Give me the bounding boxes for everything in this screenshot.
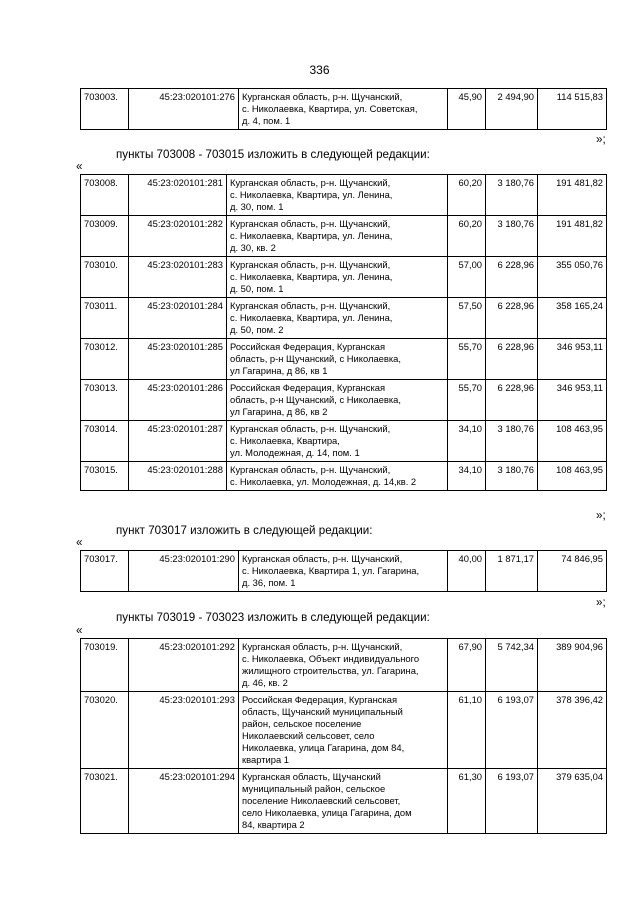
address-line: с. Николаевка, Квартира, ул. Ленина, bbox=[230, 230, 393, 241]
table-row bbox=[81, 462, 607, 491]
area-cell: 55,70 bbox=[448, 380, 486, 421]
cadastral-price-cell: 6 228,96 bbox=[486, 380, 538, 421]
address-line: село Николаевка, улица Гагарина, дом bbox=[242, 807, 412, 818]
row-number-cell: 703003. bbox=[81, 89, 129, 130]
row-number-cell: 703021. bbox=[81, 769, 129, 834]
address-line: Курганская область, р-н. Щучанский, bbox=[242, 91, 403, 102]
address-line: поселение Николаевский сельсовет, bbox=[242, 795, 401, 806]
address-cell bbox=[227, 216, 448, 257]
cadastral-price-cell: 6 193,07 bbox=[486, 692, 538, 769]
area-cell: 45,90 bbox=[448, 89, 486, 130]
address-line: с. Николаевка, Квартира, ул. Советская, bbox=[242, 103, 418, 114]
row-number-cell: 703017. bbox=[81, 551, 129, 592]
cadastral-cost-cell: 379 635,04 bbox=[538, 769, 607, 834]
top-table bbox=[80, 88, 607, 130]
area-cell: 40,00 bbox=[448, 551, 486, 592]
cadastral-cost-cell: 355 050,76 bbox=[538, 257, 607, 298]
address-line: жилищного строительства, ул. Гагарина, bbox=[242, 665, 419, 676]
address-cell bbox=[227, 462, 448, 491]
cadastral-cost-cell: 358 165,24 bbox=[538, 298, 607, 339]
row-number-cell: 703012. bbox=[81, 339, 129, 380]
address-line: квартира 1 bbox=[242, 754, 289, 765]
cadastral-number-cell: 45:23:020101:288 bbox=[129, 462, 227, 491]
address-line: Курганская область, р-н. Щучанский, bbox=[242, 553, 403, 564]
cadastral-price-cell: 2 494,90 bbox=[486, 89, 538, 130]
cadastral-cost-cell: 389 904,96 bbox=[538, 639, 607, 692]
close-quote-1: »; bbox=[596, 133, 606, 146]
table-row bbox=[81, 692, 607, 769]
area-cell: 61,30 bbox=[448, 769, 486, 834]
cadastral-price-cell: 6 228,96 bbox=[486, 257, 538, 298]
area-cell: 57,00 bbox=[448, 257, 486, 298]
cadastral-cost-cell: 346 953,11 bbox=[538, 339, 607, 380]
table-row bbox=[81, 216, 607, 257]
table-section-3 bbox=[80, 638, 607, 834]
cadastral-cost-cell: 346 953,11 bbox=[538, 380, 607, 421]
address-line: Курганская область, р-н. Щучанский, bbox=[230, 423, 391, 434]
area-cell: 61,10 bbox=[448, 692, 486, 769]
address-line: Курганская область, р-н. Щучанский, bbox=[242, 641, 403, 652]
address-line: с. Николаевка, Квартира, bbox=[230, 435, 340, 446]
cadastral-cost-cell: 378 396,42 bbox=[538, 692, 607, 769]
table-row bbox=[81, 257, 607, 298]
address-line: с. Николаевка, Квартира, ул. Ленина, bbox=[230, 312, 393, 323]
cadastral-price-cell: 3 180,76 bbox=[486, 216, 538, 257]
cadastral-number-cell: 45:23:020101:294 bbox=[129, 769, 239, 834]
address-line: ул. Молодежная, д. 14, пом. 1 bbox=[230, 447, 360, 458]
cadastral-number-cell: 45:23:020101:292 bbox=[129, 639, 239, 692]
address-line: Курганская область, р-н. Щучанский, bbox=[230, 218, 391, 229]
address-line: ул Гагарина, д 86, кв 2 bbox=[230, 406, 328, 417]
address-line: д. 50, пом. 2 bbox=[230, 324, 284, 335]
page-number: 336 bbox=[309, 63, 330, 77]
cadastral-price-cell: 6 228,96 bbox=[486, 339, 538, 380]
cadastral-price-cell: 3 180,76 bbox=[486, 421, 538, 462]
table-row bbox=[81, 769, 607, 834]
address-cell bbox=[227, 339, 448, 380]
address-cell bbox=[239, 769, 448, 834]
address-line: Николаевский сельсовет, село bbox=[242, 730, 375, 741]
address-line: Курганская область, р-н. Щучанский, bbox=[230, 300, 391, 311]
row-number-cell: 703015. bbox=[81, 462, 129, 491]
cadastral-number-cell: 45:23:020101:276 bbox=[129, 89, 239, 130]
cadastral-number-cell: 45:23:020101:284 bbox=[129, 298, 227, 339]
instruction-paragraph-1: пункты 703008 - 703015 изложить в следующей редакции: bbox=[116, 148, 430, 161]
cadastral-price-cell: 3 180,76 bbox=[486, 175, 538, 216]
cadastral-price-cell: 6 193,07 bbox=[486, 769, 538, 834]
cadastral-number-cell: 45:23:020101:283 bbox=[129, 257, 227, 298]
table-body bbox=[81, 639, 607, 834]
row-number-cell: 703013. bbox=[81, 380, 129, 421]
address-line: д. 50, пом. 1 bbox=[230, 283, 284, 294]
table-section-2 bbox=[80, 550, 607, 592]
table-row bbox=[81, 551, 607, 592]
cadastral-price-cell: 1 871,17 bbox=[486, 551, 538, 592]
cadastral-price-cell: 6 228,96 bbox=[486, 298, 538, 339]
table-row bbox=[81, 339, 607, 380]
instruction-paragraph-3: пункты 703019 - 703023 изложить в следующей редакции: bbox=[116, 611, 430, 624]
area-cell: 67,90 bbox=[448, 639, 486, 692]
address-cell bbox=[227, 257, 448, 298]
table-row bbox=[81, 298, 607, 339]
address-line: с. Николаевка, Квартира, ул. Ленина, bbox=[230, 271, 393, 282]
close-quote-2: »; bbox=[596, 509, 606, 522]
row-number-cell: 703008. bbox=[81, 175, 129, 216]
address-line: Курганская область, р-н. Щучанский, bbox=[230, 259, 391, 270]
area-cell: 34,10 bbox=[448, 462, 486, 491]
address-line: д. 30, кв. 2 bbox=[230, 242, 276, 253]
address-line: область, р-н Щучанский, с Николаевка, bbox=[230, 394, 401, 405]
area-cell: 57,50 bbox=[448, 298, 486, 339]
address-line: Российская Федерация, Курганская bbox=[242, 694, 398, 705]
address-line: область, Щучанский муниципальный bbox=[242, 706, 403, 717]
row-number-cell: 703011. bbox=[81, 298, 129, 339]
address-cell bbox=[239, 692, 448, 769]
address-line: д. 4, пом. 1 bbox=[242, 115, 291, 126]
address-cell bbox=[227, 298, 448, 339]
address-line: ул Гагарина, д 86, кв 1 bbox=[230, 365, 328, 376]
cadastral-number-cell: 45:23:020101:285 bbox=[129, 339, 227, 380]
table-section-1 bbox=[80, 174, 607, 491]
address-cell bbox=[227, 421, 448, 462]
table-row bbox=[81, 421, 607, 462]
address-line: Николаевка, улица Гагарина, дом 84, bbox=[242, 742, 405, 753]
cadastral-cost-cell: 114 515,83 bbox=[538, 89, 607, 130]
address-line: муниципальный район, сельское bbox=[242, 783, 386, 794]
address-line: д. 36, пом. 1 bbox=[242, 577, 296, 588]
address-line: д. 46, кв. 2 bbox=[242, 677, 288, 688]
area-cell: 55,70 bbox=[448, 339, 486, 380]
row-number-cell: 703009. bbox=[81, 216, 129, 257]
area-cell: 60,20 bbox=[448, 175, 486, 216]
cadastral-number-cell: 45:23:020101:290 bbox=[129, 551, 239, 592]
row-number-cell: 703010. bbox=[81, 257, 129, 298]
address-line: с. Николаевка, Объект индивидуального bbox=[242, 653, 420, 664]
open-quote-3: « bbox=[76, 624, 83, 637]
address-cell bbox=[239, 89, 448, 130]
address-line: Курганская область, р-н. Щучанский, bbox=[230, 177, 391, 188]
table-row bbox=[81, 380, 607, 421]
cadastral-number-cell: 45:23:020101:282 bbox=[129, 216, 227, 257]
table-body bbox=[81, 551, 607, 592]
address-line: область, р-н Щучанский, с Николаевка, bbox=[230, 353, 401, 364]
address-line: Российская Федерация, Курганская bbox=[230, 382, 386, 393]
open-quote-1: « bbox=[76, 160, 83, 173]
table-row bbox=[81, 639, 607, 692]
area-cell: 60,20 bbox=[448, 216, 486, 257]
address-line: Курганская область, Щучанский bbox=[242, 771, 381, 782]
address-cell bbox=[239, 551, 448, 592]
address-line: с. Николаевка, Квартира 1, ул. Гагарина, bbox=[242, 565, 420, 576]
address-line: Российская Федерация, Курганская bbox=[230, 341, 386, 352]
area-cell: 34,10 bbox=[448, 421, 486, 462]
table-body bbox=[81, 89, 607, 130]
cadastral-number-cell: 45:23:020101:286 bbox=[129, 380, 227, 421]
cadastral-cost-cell: 191 481,82 bbox=[538, 175, 607, 216]
address-line: 84, квартира 2 bbox=[242, 819, 305, 830]
cadastral-number-cell: 45:23:020101:293 bbox=[129, 692, 239, 769]
close-quote-3: »; bbox=[596, 596, 606, 609]
cadastral-price-cell: 3 180,76 bbox=[486, 462, 538, 491]
row-number-cell: 703020. bbox=[81, 692, 129, 769]
instruction-paragraph-2: пункт 703017 изложить в следующей редакции: bbox=[116, 524, 373, 537]
cadastral-cost-cell: 74 846,95 bbox=[538, 551, 607, 592]
address-line: с. Николаевка, ул. Молодежная, д. 14,кв. 2 bbox=[230, 476, 417, 487]
cadastral-cost-cell: 191 481,82 bbox=[538, 216, 607, 257]
address-line: район, сельское поселение bbox=[242, 718, 362, 729]
table-row bbox=[81, 89, 607, 130]
address-cell bbox=[227, 175, 448, 216]
table-row bbox=[81, 175, 607, 216]
address-cell bbox=[227, 380, 448, 421]
row-number-cell: 703019. bbox=[81, 639, 129, 692]
cadastral-number-cell: 45:23:020101:287 bbox=[129, 421, 227, 462]
address-cell bbox=[239, 639, 448, 692]
cadastral-number-cell: 45:23:020101:281 bbox=[129, 175, 227, 216]
address-line: Курганская область, р-н. Щучанский, bbox=[230, 464, 391, 475]
open-quote-2: « bbox=[76, 536, 83, 549]
cadastral-cost-cell: 108 463,95 bbox=[538, 462, 607, 491]
cadastral-price-cell: 5 742,34 bbox=[486, 639, 538, 692]
row-number-cell: 703014. bbox=[81, 421, 129, 462]
address-line: д. 30, пом. 1 bbox=[230, 201, 284, 212]
address-line: с. Николаевка, Квартира, ул. Ленина, bbox=[230, 189, 393, 200]
cadastral-cost-cell: 108 463,95 bbox=[538, 421, 607, 462]
table-body bbox=[81, 175, 607, 491]
